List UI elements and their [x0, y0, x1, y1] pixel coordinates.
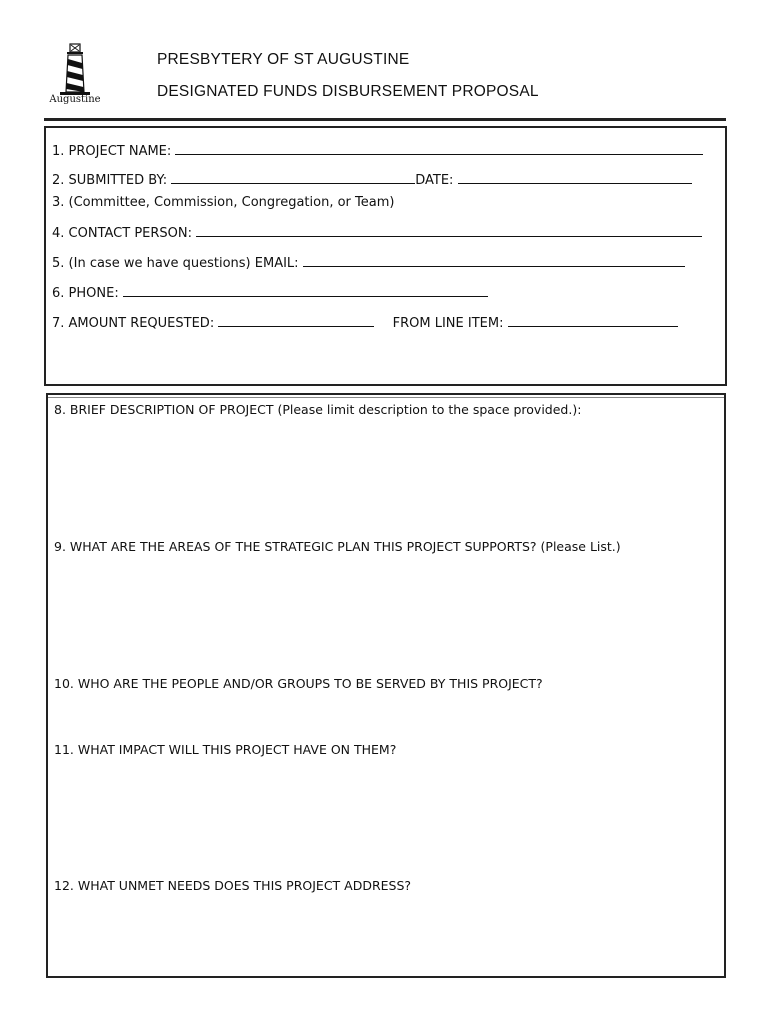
contact-person-field[interactable] — [196, 223, 702, 237]
submitted-by-label: 2. SUBMITTED BY: — [52, 173, 168, 188]
logo-wordmark: Augustine — [49, 94, 101, 105]
project-name-label: 1. PROJECT NAME: — [52, 144, 172, 159]
date-label: DATE: — [415, 173, 454, 188]
email-field[interactable] — [303, 253, 685, 267]
phone-row — [52, 283, 488, 301]
project-details-section — [46, 393, 726, 978]
submitter-type-note: 3. (Committee, Commission, Congregation, or Team) — [52, 195, 395, 210]
email-row — [52, 253, 685, 271]
section-inner-rule — [48, 397, 724, 398]
phone-label: 6. PHONE: — [52, 286, 119, 301]
project-name-row — [52, 141, 703, 159]
date-field[interactable] — [458, 170, 692, 184]
form-title: DESIGNATED FUNDS DISBURSEMENT PROPOSAL — [157, 83, 539, 100]
question-9: 9. WHAT ARE THE AREAS OF THE STRATEGIC PLAN THIS PROJECT SUPPORTS? (Please List.) — [54, 539, 621, 554]
from-line-item-field[interactable] — [508, 313, 678, 327]
presbytery-logo — [44, 42, 106, 112]
amount-row — [52, 313, 678, 331]
project-info-section — [44, 126, 727, 386]
contact-person-row — [52, 223, 702, 241]
question-8: 8. BRIEF DESCRIPTION OF PROJECT (Please limit description to the space provided.): — [54, 402, 582, 417]
amount-requested-label: 7. AMOUNT REQUESTED: — [52, 316, 215, 331]
question-11: 11. WHAT IMPACT WILL THIS PROJECT HAVE ON THEM? — [54, 742, 397, 757]
submitted-by-row — [52, 170, 692, 188]
project-name-field[interactable] — [175, 141, 703, 155]
lighthouse-icon — [44, 42, 106, 100]
question-12: 12. WHAT UNMET NEEDS DOES THIS PROJECT ADDRESS? — [54, 878, 412, 893]
organization-name: PRESBYTERY OF ST AUGUSTINE — [157, 51, 410, 68]
submitted-by-field[interactable] — [171, 170, 415, 184]
question-10: 10. WHO ARE THE PEOPLE AND/OR GROUPS TO BE SERVED BY THIS PROJECT? — [54, 676, 543, 691]
header-divider — [44, 118, 726, 121]
amount-requested-field[interactable] — [218, 313, 374, 327]
phone-field[interactable] — [123, 283, 488, 297]
email-label: 5. (In case we have questions) EMAIL: — [52, 256, 299, 271]
from-line-item-label: FROM LINE ITEM: — [392, 316, 504, 331]
contact-person-label: 4. CONTACT PERSON: — [52, 226, 192, 241]
